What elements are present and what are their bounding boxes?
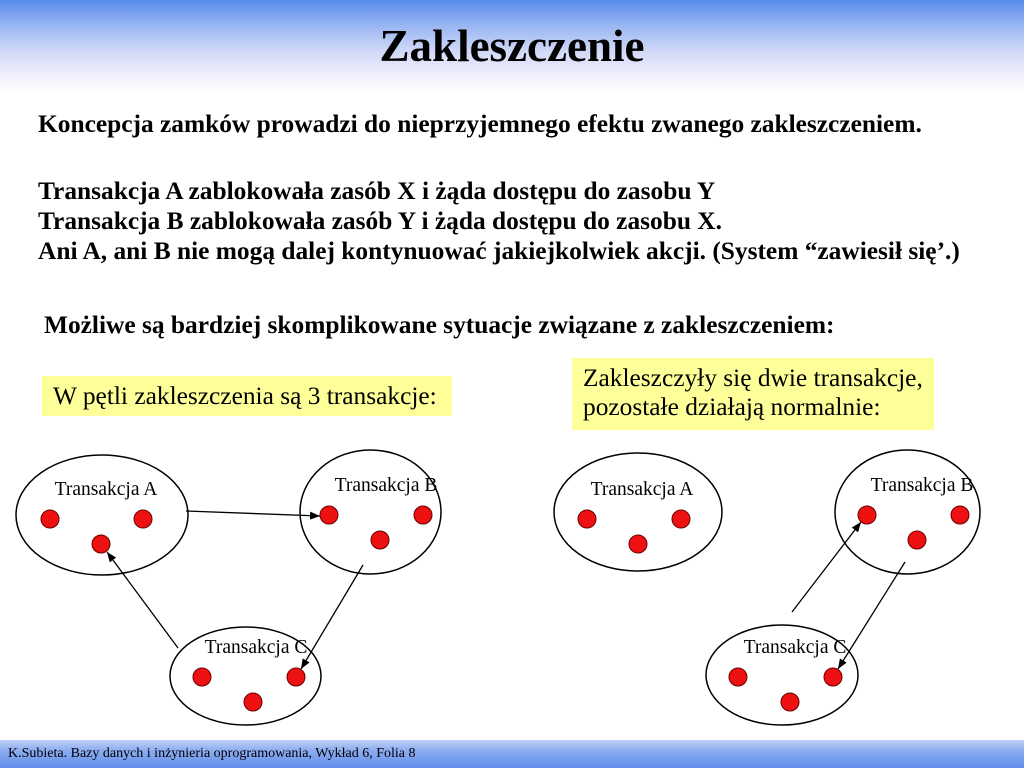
resource-dot bbox=[287, 668, 305, 686]
resource-dot bbox=[371, 531, 389, 549]
transaction-b-label: Transakcja B bbox=[870, 475, 974, 496]
resource-dot bbox=[824, 668, 842, 686]
transaction-a-label: Transakcja A bbox=[54, 479, 158, 500]
resource-dot bbox=[41, 510, 59, 528]
resource-dot bbox=[578, 510, 596, 528]
resource-dot bbox=[320, 506, 338, 524]
footer-text: K.Subieta. Bazy danych i inżynieria oprogramowania, Wykład 6, Folia 8 bbox=[8, 746, 416, 761]
intro-text: Koncepcja zamków prowadzi do nieprzyjemnego efektu zwanego zakleszczeniem. bbox=[38, 110, 922, 138]
callout-two-transactions bbox=[572, 358, 934, 430]
wait-arrow-b-to-c bbox=[838, 562, 905, 669]
callout-line: Zakleszczyły się dwie transakcje, bbox=[583, 364, 923, 392]
resource-dot bbox=[134, 510, 152, 528]
resource-dot bbox=[908, 531, 926, 549]
slide-title: Zakleszczenie bbox=[379, 21, 645, 71]
complex-situations-note: Możliwe są bardziej skomplikowane sytuacje związane z zakleszczeniem: bbox=[44, 311, 835, 339]
footer-bar bbox=[0, 740, 1024, 768]
diagram-three-way-deadlock bbox=[16, 450, 441, 725]
diagram-two-way-deadlock bbox=[554, 450, 980, 725]
resource-dot bbox=[672, 510, 690, 528]
transaction-a-label: Transakcja A bbox=[590, 479, 694, 500]
wait-arrow-c-to-a bbox=[107, 552, 178, 648]
resource-dot bbox=[92, 535, 110, 553]
scenario-line: Ani A, ani B nie mogą dalej kontynuować jakiejkolwiek akcji. (System “zawiesił się’.) bbox=[38, 237, 960, 265]
transaction-c-label: Transakcja C bbox=[204, 637, 308, 658]
wait-arrow-b-to-c bbox=[301, 565, 363, 669]
resource-dot bbox=[781, 693, 799, 711]
resource-dot bbox=[729, 668, 747, 686]
wait-arrow-c-to-b bbox=[792, 522, 861, 612]
resource-dot bbox=[858, 506, 876, 524]
transaction-c-label: Transakcja C bbox=[743, 637, 847, 658]
resource-dot bbox=[244, 693, 262, 711]
resource-dot bbox=[951, 506, 969, 524]
scenario-line: Transakcja A zablokowała zasób X i żąda dostępu do zasobu Y bbox=[38, 177, 716, 205]
resource-dot bbox=[629, 535, 647, 553]
callout-line: pozostałe działają normalnie: bbox=[583, 393, 881, 421]
callout-three-transactions: W pętli zakleszczenia są 3 transakcje: bbox=[42, 376, 452, 416]
scenario-line: Transakcja B zablokowała zasób Y i żąda dostępu do zasobu X. bbox=[38, 207, 722, 235]
resource-dot bbox=[414, 506, 432, 524]
scenario-text bbox=[38, 176, 960, 266]
resource-dot bbox=[193, 668, 211, 686]
transaction-b-label: Transakcja B bbox=[334, 475, 438, 496]
